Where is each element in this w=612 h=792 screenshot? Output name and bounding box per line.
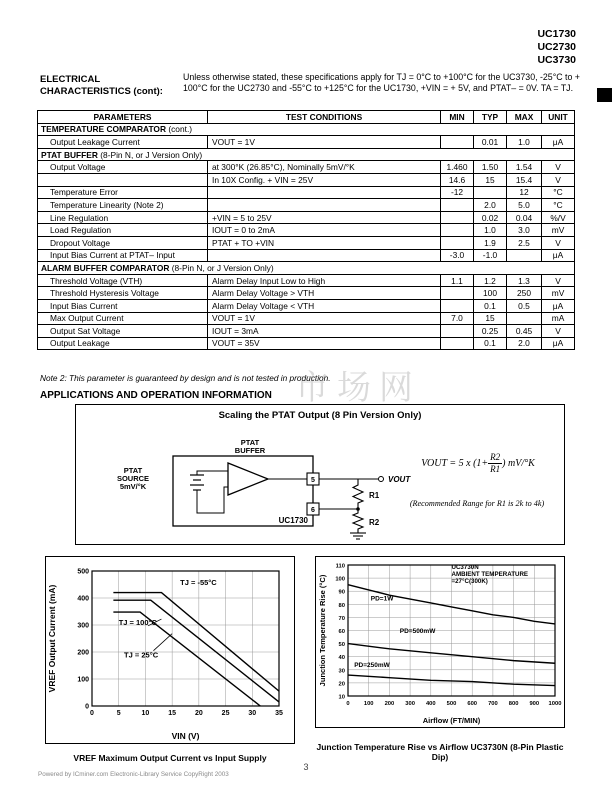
- x-axis-label: VIN (V): [171, 731, 200, 741]
- cell-param: Temperature Error: [38, 186, 208, 199]
- cell-typ: 0.25: [474, 325, 507, 338]
- cell-max: 0.45: [507, 325, 542, 338]
- x-tick-label: 35: [275, 710, 283, 717]
- cell-unit: V: [542, 325, 575, 338]
- part-numbers: [537, 28, 576, 67]
- chip-label: UC1730: [278, 516, 308, 525]
- y-tick-label: 200: [77, 649, 89, 657]
- formula-note: (Recommended Range for R1 is 2k to 4k): [409, 499, 545, 508]
- cell-min: -12: [441, 186, 474, 199]
- y-tick-label: 100: [335, 576, 345, 583]
- x-tick-label: 100: [363, 701, 374, 707]
- series-label: TJ = -55°C: [180, 578, 217, 588]
- page-number: 3: [303, 762, 309, 772]
- x-tick-label: 400: [425, 701, 436, 707]
- table-row: [38, 337, 575, 350]
- part-number: UC1730: [537, 28, 576, 40]
- y-axis-label: Junction Temperature Rise (°C): [318, 574, 327, 687]
- col-header-max: MAX: [507, 111, 542, 124]
- table-header-row: [38, 111, 575, 124]
- cell-cond: IOUT = 0 to 2mA: [208, 224, 441, 237]
- cell-max: 1.54: [507, 161, 542, 174]
- x-axis-label: Airflow (FT/MIN): [422, 716, 481, 725]
- col-header-test-conditions: TEST CONDITIONS: [208, 111, 441, 124]
- table-row: [38, 211, 575, 224]
- cell-min: 1.460: [441, 161, 474, 174]
- y-tick-label: 30: [338, 668, 345, 675]
- cell-unit: V: [542, 274, 575, 287]
- x-tick-label: 20: [194, 710, 203, 717]
- col-header-unit: UNIT: [542, 111, 575, 124]
- table-row: [38, 136, 575, 149]
- section-label: TEMPERATURE COMPARATOR (cont.): [38, 123, 575, 136]
- cell-typ: 2.0: [474, 199, 507, 212]
- cell-typ: [474, 186, 507, 199]
- series-label: TJ = 100°C: [118, 618, 157, 627]
- cell-max: [507, 249, 542, 262]
- buffer-label: BUFFER: [234, 446, 266, 455]
- chart-annotation: AMBIENT TEMPERATURE: [451, 570, 529, 578]
- cell-max: 1.3: [507, 274, 542, 287]
- cell-min: [441, 224, 474, 237]
- cell-param: Threshold Hysteresis Voltage: [38, 287, 208, 300]
- x-tick-label: 900: [529, 701, 540, 707]
- cell-cond: IOUT = 3mA: [208, 325, 441, 338]
- cell-min: [441, 136, 474, 149]
- cell-typ: 15: [474, 173, 507, 186]
- circuit-schematic: [78, 423, 418, 541]
- cell-param: Input Bias Current: [38, 299, 208, 312]
- y-tick-label: 50: [338, 642, 345, 649]
- formula-post: mV/°K: [507, 457, 535, 469]
- application-diagram: [75, 404, 565, 545]
- cell-min: [441, 236, 474, 249]
- r1-label: R1: [369, 491, 380, 500]
- print-registration-mark: [597, 88, 612, 102]
- table-row: [38, 249, 575, 262]
- cell-cond: Alarm Delay Voltage > VTH: [208, 287, 441, 300]
- table-row: [38, 287, 575, 300]
- x-tick-label: 0: [346, 701, 350, 707]
- cell-max: 0.04: [507, 211, 542, 224]
- wire: [197, 487, 228, 513]
- y-tick-label: 60: [338, 629, 345, 635]
- table-row: [38, 199, 575, 212]
- formula-numerator: R2: [490, 452, 501, 462]
- cell-param: Input Bias Current at PTAT– Input: [38, 249, 208, 262]
- cell-param: Max Output Current: [38, 312, 208, 325]
- cell-unit: μA: [542, 299, 575, 312]
- section-heading-applications: APPLICATIONS AND OPERATION INFORMATION: [40, 390, 272, 401]
- resistor-r2-icon: [353, 509, 363, 533]
- y-tick-label: 90: [338, 589, 345, 596]
- vout-terminal: [379, 477, 384, 482]
- cell-typ: 1.2: [474, 274, 507, 287]
- cell-max: 15.4: [507, 173, 542, 186]
- cell-max: 1.0: [507, 136, 542, 149]
- y-axis-label: VREF Output Current (mA): [47, 584, 57, 693]
- cell-cond: VOUT = 1V: [208, 136, 441, 149]
- chart-annotation: UC3730N: [451, 563, 479, 571]
- y-tick-label: 80: [338, 602, 345, 609]
- chart-annotation: =27°C(300K): [451, 577, 488, 585]
- opamp-icon: [228, 463, 268, 495]
- cell-cond: Alarm Delay Input Low to High: [208, 274, 441, 287]
- x-tick-label: 15: [168, 710, 177, 717]
- x-tick-label: 800: [508, 701, 519, 707]
- chart-junction-svg: [316, 557, 563, 726]
- series-line: [113, 593, 279, 692]
- cell-min: [441, 299, 474, 312]
- test-conditions-paragraph: Unless otherwise stated, these specifications apply for TJ = 0°C to +100°C for the UC3730, -25°C to + 100°C for the UC2730 and -55°C to +125°C for the UC1730, +VIN = + 5V, and PTAT– = 0V. TA = TJ.: [183, 72, 580, 93]
- watermark: 市场网: [295, 370, 421, 407]
- x-tick-label: 500: [446, 701, 457, 707]
- x-tick-label: 10: [141, 710, 150, 717]
- cell-max: 2.0: [507, 337, 542, 350]
- cell-typ: 1.50: [474, 161, 507, 174]
- cell-max: 0.5: [507, 299, 542, 312]
- pin-6-label: 6: [311, 507, 315, 514]
- table-row: [38, 224, 575, 237]
- y-tick-label: 40: [338, 655, 345, 662]
- series-label: PD=1W: [370, 595, 394, 603]
- x-tick-label: 200: [384, 701, 395, 707]
- y-tick-label: 100: [77, 676, 89, 684]
- spec-table: [37, 110, 575, 350]
- cell-min: [441, 337, 474, 350]
- section-label: ALARM BUFFER COMPARATOR (8-Pin N, or J Version Only): [38, 262, 575, 275]
- cell-min: [441, 211, 474, 224]
- cell-cond: PTAT + TO +VIN: [208, 236, 441, 249]
- cell-cond: Alarm Delay Voltage < VTH: [208, 299, 441, 312]
- footnote: Note 2: This parameter is guaranteed by design and is not tested in production.: [40, 373, 331, 383]
- section-label: PTAT BUFFER (8-Pin N, or J Version Only): [38, 148, 575, 161]
- table-row: [38, 325, 575, 338]
- cell-unit: mV: [542, 287, 575, 300]
- chart-vref-svg: [46, 557, 293, 742]
- formula-denominator: R1: [490, 464, 501, 474]
- footer-text: Powered by ICminer.com Electronic-Library Service CopyRight 2003: [38, 771, 229, 778]
- pin-5-label: 5: [311, 477, 315, 484]
- section-heading-electrical: [40, 74, 163, 97]
- chart-vref-output-current: [45, 556, 295, 744]
- cell-cond: +VIN = 5 to 25V: [208, 211, 441, 224]
- cell-max: 2.5: [507, 236, 542, 249]
- cell-cond: VOUT = 1V: [208, 312, 441, 325]
- wire: [197, 471, 228, 475]
- formula-close: ): [502, 457, 506, 469]
- part-number: UC2730: [537, 41, 576, 53]
- cell-typ: 0.1: [474, 337, 507, 350]
- col-header-typ: TYP: [474, 111, 507, 124]
- cell-min: -3.0: [441, 249, 474, 262]
- series-label: PD=250mW: [354, 662, 390, 670]
- cell-param: Dropout Voltage: [38, 236, 208, 249]
- cell-unit: V: [542, 161, 575, 174]
- x-tick-label: 0: [90, 710, 94, 717]
- cell-max: 3.0: [507, 224, 542, 237]
- plot-border: [92, 571, 279, 706]
- cell-param: [38, 173, 208, 186]
- cell-param: Output Leakage: [38, 337, 208, 350]
- x-tick-label: 600: [467, 701, 478, 707]
- cell-typ: 0.02: [474, 211, 507, 224]
- cell-typ: 0.01: [474, 136, 507, 149]
- cell-param: Line Regulation: [38, 211, 208, 224]
- cell-cond: [208, 249, 441, 262]
- table-section-row: [38, 262, 575, 275]
- y-tick-label: 10: [338, 694, 345, 701]
- source-label: PTAT: [123, 466, 143, 475]
- cell-min: 7.0: [441, 312, 474, 325]
- heading-line: ELECTRICAL: [40, 74, 101, 85]
- y-tick-label: 110: [335, 563, 345, 570]
- x-tick-label: 25: [221, 710, 230, 717]
- buffer-label: PTAT: [240, 438, 260, 447]
- table-row: [38, 312, 575, 325]
- cell-typ: 1.9: [474, 236, 507, 249]
- cell-cond: at 300°K (26.85°C), Nominally 5mV/°K: [208, 161, 441, 174]
- resistor-r1-icon: [353, 479, 363, 509]
- cell-unit: μA: [542, 136, 575, 149]
- series-label: TJ = 25°C: [124, 650, 159, 660]
- diagram-title: Scaling the PTAT Output (8 Pin Version Only): [218, 410, 422, 421]
- chart-caption-left: VREF Maximum Output Current vs Input Supply: [73, 753, 267, 763]
- table-row: [38, 236, 575, 249]
- cell-unit: mA: [542, 312, 575, 325]
- cell-unit: μA: [542, 249, 575, 262]
- cell-cond: [208, 186, 441, 199]
- cell-param: Threshold Voltage (VTH): [38, 274, 208, 287]
- formula-lhs: VOUT = 5 x: [421, 457, 471, 469]
- cell-cond: In 10X Config. + VIN = 25V: [208, 173, 441, 186]
- part-number: UC3730: [537, 54, 576, 66]
- cell-typ: 100: [474, 287, 507, 300]
- cell-param: Output Voltage: [38, 161, 208, 174]
- battery-icon: [190, 475, 204, 490]
- cell-max: 5.0: [507, 199, 542, 212]
- cell-cond: VOUT = 35V: [208, 337, 441, 350]
- y-tick-label: 20: [338, 681, 345, 688]
- cell-unit: μA: [542, 337, 575, 350]
- cell-unit: V: [542, 173, 575, 186]
- table-row: [38, 274, 575, 287]
- cell-param: Load Regulation: [38, 224, 208, 237]
- chart-junction-temp-rise: [315, 556, 565, 728]
- y-tick-label: 300: [77, 622, 89, 630]
- source-label: SOURCE: [116, 474, 150, 483]
- col-header-parameters: PARAMETERS: [38, 111, 208, 124]
- table-row: [38, 161, 575, 174]
- cell-param: Output Sat Voltage: [38, 325, 208, 338]
- label-arrow: [153, 634, 172, 651]
- cell-unit: %/V: [542, 211, 575, 224]
- vout-formula: [394, 453, 562, 474]
- cell-max: 12: [507, 186, 542, 199]
- x-tick-label: 30: [248, 710, 257, 717]
- cell-param: Temperature Linearity (Note 2): [38, 199, 208, 212]
- y-tick-label: 0: [85, 703, 89, 711]
- table-row: [38, 186, 575, 199]
- ground-icon: [350, 533, 366, 539]
- cell-unit: °C: [542, 199, 575, 212]
- vout-label: VOUT: [388, 475, 411, 484]
- cell-min: [441, 199, 474, 212]
- table-row: [38, 299, 575, 312]
- x-tick-label: 5: [116, 710, 121, 717]
- cell-min: [441, 287, 474, 300]
- x-tick-label: 300: [405, 701, 415, 707]
- col-header-min: MIN: [441, 111, 474, 124]
- cell-typ: 0.1: [474, 299, 507, 312]
- table-row: [38, 173, 575, 186]
- cell-max: [507, 312, 542, 325]
- r2-label: R2: [369, 518, 380, 527]
- x-tick-label: 700: [488, 701, 498, 707]
- source-label: 5mV/°K: [119, 482, 147, 491]
- chart-caption-right: Junction Temperature Rise vs Airflow UC3730N (8-Pin Plastic Dip): [316, 742, 564, 762]
- cell-typ: 15: [474, 312, 507, 325]
- cell-cond: [208, 199, 441, 212]
- cell-min: 14.6: [441, 173, 474, 186]
- cell-param: Output Leakage Current: [38, 136, 208, 149]
- cell-min: [441, 325, 474, 338]
- table-section-row: [38, 123, 575, 136]
- y-tick-label: 400: [77, 595, 89, 603]
- table-section-row: [38, 148, 575, 161]
- y-tick-label: 70: [338, 615, 345, 622]
- cell-unit: °C: [542, 186, 575, 199]
- series-label: PD=500mW: [399, 628, 436, 636]
- formula-fraction: [488, 453, 502, 474]
- x-tick-label: 1000: [548, 701, 562, 707]
- cell-unit: mV: [542, 224, 575, 237]
- cell-unit: V: [542, 236, 575, 249]
- y-tick-label: 500: [77, 568, 89, 576]
- cell-typ: -1.0: [474, 249, 507, 262]
- formula-open: (1+: [473, 457, 489, 469]
- heading-line: CHARACTERISTICS (cont):: [40, 85, 163, 97]
- cell-max: 250: [507, 287, 542, 300]
- cell-typ: 1.0: [474, 224, 507, 237]
- cell-min: 1.1: [441, 274, 474, 287]
